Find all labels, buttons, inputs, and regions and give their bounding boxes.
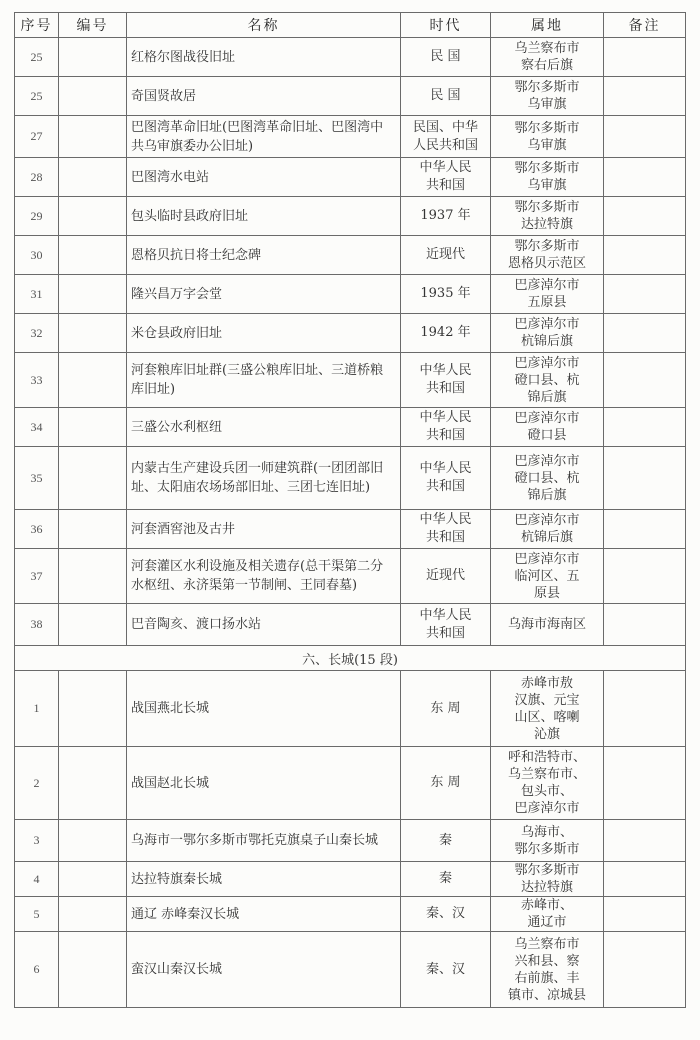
place-cell: 乌海市海南区 <box>491 604 604 646</box>
header-row <box>15 13 686 38</box>
heritage-list-table <box>14 12 686 1008</box>
seq-cell: 6 <box>15 932 59 1008</box>
note-cell <box>604 447 686 510</box>
table-body-modern-sites <box>15 38 686 646</box>
place-cell: 鄂尔多斯市 乌审旗 <box>491 116 604 158</box>
code-cell <box>59 447 127 510</box>
table-row <box>15 862 686 897</box>
note-cell <box>604 549 686 604</box>
name-cell: 巴图湾革命旧址(巴图湾革命旧址、巴图湾中共乌审旗委办公旧址) <box>127 116 401 158</box>
era-cell: 1935 年 <box>401 275 491 314</box>
code-cell <box>59 604 127 646</box>
seq-cell: 36 <box>15 510 59 549</box>
section-title: 六、长城(15 段) <box>15 646 686 671</box>
era-cell: 中华人民 共和国 <box>401 510 491 549</box>
code-cell <box>59 820 127 862</box>
seq-cell: 3 <box>15 820 59 862</box>
seq-cell: 25 <box>15 77 59 116</box>
note-cell <box>604 671 686 747</box>
code-cell <box>59 38 127 77</box>
place-cell: 鄂尔多斯市 达拉特旗 <box>491 197 604 236</box>
seq-cell: 30 <box>15 236 59 275</box>
section-row <box>15 646 686 671</box>
place-cell: 乌兰察布市 察右后旗 <box>491 38 604 77</box>
note-cell <box>604 510 686 549</box>
name-cell: 河套灌区水利设施及相关遗存(总干渠第二分水枢纽、永济渠第一节制闸、王同春墓) <box>127 549 401 604</box>
note-cell <box>604 408 686 447</box>
table-row <box>15 197 686 236</box>
table-row <box>15 314 686 353</box>
place-cell: 赤峰市、 通辽市 <box>491 897 604 932</box>
place-cell: 鄂尔多斯市 乌审旗 <box>491 158 604 197</box>
table-row <box>15 408 686 447</box>
seq-cell: 2 <box>15 747 59 820</box>
place-cell: 鄂尔多斯市 乌审旗 <box>491 77 604 116</box>
note-cell <box>604 314 686 353</box>
place-cell: 巴彦淖尔市 临河区、五 原县 <box>491 549 604 604</box>
header-place: 属地 <box>491 13 604 38</box>
place-cell: 巴彦淖尔市 杭锦后旗 <box>491 510 604 549</box>
table-row <box>15 447 686 510</box>
seq-cell: 29 <box>15 197 59 236</box>
seq-cell: 38 <box>15 604 59 646</box>
era-cell: 中华人民 共和国 <box>401 158 491 197</box>
code-cell <box>59 275 127 314</box>
header-note: 备注 <box>604 13 686 38</box>
name-cell: 战国赵北长城 <box>127 747 401 820</box>
seq-cell: 28 <box>15 158 59 197</box>
name-cell: 奇国贤故居 <box>127 77 401 116</box>
place-cell: 呼和浩特市、 乌兰察布市、 包头市、 巴彦淖尔市 <box>491 747 604 820</box>
note-cell <box>604 820 686 862</box>
table-body-great-wall <box>15 671 686 1008</box>
header-era: 时代 <box>401 13 491 38</box>
era-cell: 秦 <box>401 820 491 862</box>
era-cell: 中华人民 共和国 <box>401 353 491 408</box>
place-cell: 赤峰市敖 汉旗、元宝 山区、喀喇 沁旗 <box>491 671 604 747</box>
name-cell: 米仓县政府旧址 <box>127 314 401 353</box>
name-cell: 巴图湾水电站 <box>127 158 401 197</box>
name-cell: 通辽 赤峰秦汉长城 <box>127 897 401 932</box>
code-cell <box>59 510 127 549</box>
note-cell <box>604 862 686 897</box>
era-cell: 中华人民 共和国 <box>401 447 491 510</box>
table-row <box>15 353 686 408</box>
era-cell: 民 国 <box>401 38 491 77</box>
name-cell: 河套酒窖池及古井 <box>127 510 401 549</box>
seq-cell: 37 <box>15 549 59 604</box>
seq-cell: 27 <box>15 116 59 158</box>
code-cell <box>59 671 127 747</box>
seq-cell: 25 <box>15 38 59 77</box>
era-cell: 秦、汉 <box>401 932 491 1008</box>
seq-cell: 1 <box>15 671 59 747</box>
name-cell: 巴音陶亥、渡口扬水站 <box>127 604 401 646</box>
era-cell: 民国、中华 人民共和国 <box>401 116 491 158</box>
name-cell: 三盛公水利枢纽 <box>127 408 401 447</box>
table-row <box>15 897 686 932</box>
table-row <box>15 275 686 314</box>
era-cell: 中华人民 共和国 <box>401 604 491 646</box>
table-row <box>15 158 686 197</box>
code-cell <box>59 197 127 236</box>
table-row <box>15 820 686 862</box>
era-cell: 秦、汉 <box>401 897 491 932</box>
name-cell: 战国燕北长城 <box>127 671 401 747</box>
place-cell: 乌海市、 鄂尔多斯市 <box>491 820 604 862</box>
code-cell <box>59 408 127 447</box>
name-cell: 蛮汉山秦汉长城 <box>127 932 401 1008</box>
code-cell <box>59 77 127 116</box>
seq-cell: 31 <box>15 275 59 314</box>
name-cell: 恩格贝抗日将士纪念碑 <box>127 236 401 275</box>
name-cell: 达拉特旗秦长城 <box>127 862 401 897</box>
table-row <box>15 77 686 116</box>
era-cell: 1937 年 <box>401 197 491 236</box>
name-cell: 红格尔图战役旧址 <box>127 38 401 77</box>
table-row <box>15 747 686 820</box>
header-code: 编号 <box>59 13 127 38</box>
note-cell <box>604 932 686 1008</box>
table-row <box>15 116 686 158</box>
seq-cell: 35 <box>15 447 59 510</box>
place-cell: 鄂尔多斯市 达拉特旗 <box>491 862 604 897</box>
note-cell <box>604 747 686 820</box>
table-row <box>15 38 686 77</box>
place-cell: 巴彦淖尔市 五原县 <box>491 275 604 314</box>
place-cell: 巴彦淖尔市 磴口县、杭 锦后旗 <box>491 447 604 510</box>
code-cell <box>59 747 127 820</box>
code-cell <box>59 158 127 197</box>
name-cell: 内蒙古生产建设兵团一师建筑群(一团团部旧址、太阳庙农场场部旧址、三团七连旧址) <box>127 447 401 510</box>
place-cell: 巴彦淖尔市 杭锦后旗 <box>491 314 604 353</box>
header-name: 名称 <box>127 13 401 38</box>
note-cell <box>604 236 686 275</box>
section-row-group <box>15 646 686 671</box>
code-cell <box>59 116 127 158</box>
seq-cell: 4 <box>15 862 59 897</box>
code-cell <box>59 549 127 604</box>
code-cell <box>59 353 127 408</box>
era-cell: 近现代 <box>401 236 491 275</box>
place-cell: 鄂尔多斯市 恩格贝示范区 <box>491 236 604 275</box>
place-cell: 巴彦淖尔市 磴口县、杭 锦后旗 <box>491 353 604 408</box>
note-cell <box>604 197 686 236</box>
code-cell <box>59 236 127 275</box>
note-cell <box>604 275 686 314</box>
era-cell: 民 国 <box>401 77 491 116</box>
note-cell <box>604 77 686 116</box>
table-row <box>15 510 686 549</box>
era-cell: 近现代 <box>401 549 491 604</box>
code-cell <box>59 897 127 932</box>
era-cell: 1942 年 <box>401 314 491 353</box>
code-cell <box>59 932 127 1008</box>
seq-cell: 5 <box>15 897 59 932</box>
note-cell <box>604 38 686 77</box>
note-cell <box>604 158 686 197</box>
era-cell: 秦 <box>401 862 491 897</box>
note-cell <box>604 353 686 408</box>
note-cell <box>604 604 686 646</box>
table-row <box>15 604 686 646</box>
place-cell: 巴彦淖尔市 磴口县 <box>491 408 604 447</box>
name-cell: 乌海市一鄂尔多斯市鄂托克旗桌子山秦长城 <box>127 820 401 862</box>
seq-cell: 32 <box>15 314 59 353</box>
era-cell: 东 周 <box>401 747 491 820</box>
era-cell: 东 周 <box>401 671 491 747</box>
seq-cell: 33 <box>15 353 59 408</box>
table-row <box>15 236 686 275</box>
name-cell: 河套粮库旧址群(三盛公粮库旧址、三道桥粮库旧址) <box>127 353 401 408</box>
header-seq: 序号 <box>15 13 59 38</box>
code-cell <box>59 862 127 897</box>
table-row <box>15 932 686 1008</box>
table-row <box>15 549 686 604</box>
note-cell <box>604 116 686 158</box>
place-cell: 乌兰察布市 兴和县、察 右前旗、丰 镇市、凉城县 <box>491 932 604 1008</box>
name-cell: 隆兴昌万字会堂 <box>127 275 401 314</box>
name-cell: 包头临时县政府旧址 <box>127 197 401 236</box>
note-cell <box>604 897 686 932</box>
era-cell: 中华人民 共和国 <box>401 408 491 447</box>
code-cell <box>59 314 127 353</box>
table-row <box>15 671 686 747</box>
seq-cell: 34 <box>15 408 59 447</box>
